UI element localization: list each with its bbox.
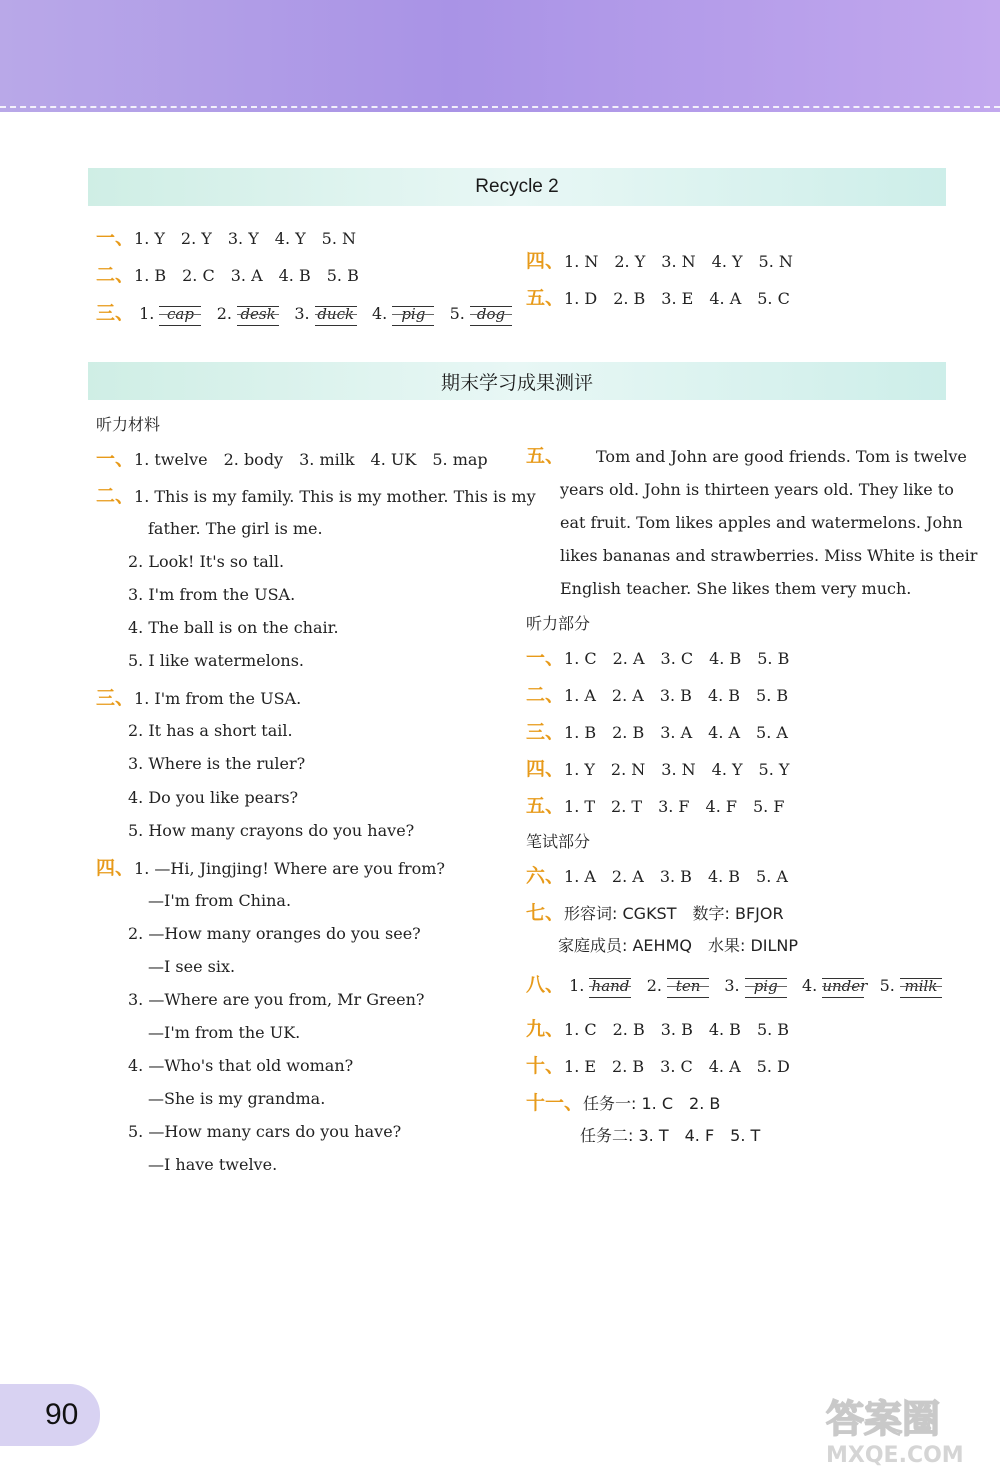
- handwriting-answer: under: [822, 975, 864, 998]
- script-line: —She is my grandma.: [148, 1089, 326, 1108]
- script-line: 4. The ball is on the chair.: [128, 618, 339, 637]
- question-marker: 三、: [96, 302, 135, 324]
- script-line: 3. Where is the ruler?: [128, 754, 306, 773]
- banner-dashed-line: [0, 106, 1000, 108]
- subheading-written-part: 笔试部分: [526, 832, 591, 851]
- script-line: 5. —How many cars do you have?: [128, 1122, 402, 1141]
- handwriting-row: 三、 1. cap 2. desk 3. duck 4. pig 5. dog: [96, 302, 512, 326]
- question-marker: 一、: [96, 227, 135, 249]
- script-line: 2. —How many oranges do you see?: [128, 924, 421, 943]
- answer-row: 九、1. C 2. B 3. B 4. B 5. B: [526, 1018, 790, 1040]
- question-marker-row: [526, 445, 564, 468]
- script-line: 5. I like watermelons.: [128, 651, 305, 670]
- script-line: —I see six.: [148, 957, 236, 976]
- handwriting-row: 八、 1. hand 2. ten 3. pig 4. under 5. milk: [526, 974, 942, 998]
- answer-row: 四、1. Y 2. N 3. N 4. Y 5. Y: [526, 758, 790, 780]
- answer-row: 一、1. C 2. A 3. C 4. B 5. B: [526, 647, 790, 669]
- question-marker: 二、: [96, 485, 135, 507]
- section-title: Recycle 2: [475, 176, 559, 197]
- answer-row: 六、1. A 2. A 3. B 4. B 5. A: [526, 865, 788, 887]
- script-line: 2. Look! It's so tall.: [128, 552, 285, 571]
- answer-row: 任务二: 3. T 4. F 5. T: [580, 1126, 761, 1145]
- handwriting-answer: milk: [900, 975, 942, 998]
- answer-row: 一、1. twelve 2. body 3. milk 4. UK 5. map: [96, 448, 488, 470]
- question-marker: 四、: [526, 250, 565, 272]
- answer-row: 五、1. D 2. B 3. E 4. A 5. C: [526, 287, 790, 309]
- question-marker: 九、: [526, 1018, 565, 1040]
- listening-passage: Tom and John are good friends. Tom is twelve years old. John is thirteen years old. They like to eat fruit. Tom likes apples and watermelons. John likes bananas and strawberries. Miss White is their English teacher. She likes them very much.: [560, 447, 978, 598]
- section-header-final: [88, 362, 946, 400]
- page-number: 90: [45, 1398, 79, 1431]
- handwriting-answer: ten: [667, 975, 709, 998]
- question-marker: 六、: [526, 865, 565, 887]
- handwriting-answer: cap: [159, 303, 201, 326]
- answer-row: 一、1. Y 2. Y 3. Y 4. Y 5. N: [96, 227, 357, 249]
- script-line: —I'm from China.: [148, 891, 292, 910]
- question-marker: 三、: [526, 721, 565, 743]
- section-header-recycle: [88, 168, 946, 206]
- script-line: father. The girl is me.: [148, 519, 323, 538]
- script-line: 4. —Who's that old woman?: [128, 1056, 354, 1075]
- handwriting-answer: pig: [392, 303, 434, 326]
- subheading-listening-material: 听力材料: [96, 415, 161, 434]
- script-line: 4. Do you like pears?: [128, 788, 299, 807]
- question-marker: 五、: [526, 287, 565, 309]
- answer-row: 四、1. N 2. Y 3. N 4. Y 5. N: [526, 250, 793, 272]
- answer-row: 二、1. B 2. C 3. A 4. B 5. B: [96, 264, 359, 286]
- question-marker: 十一、: [526, 1092, 584, 1114]
- question-marker: 五、: [526, 795, 565, 817]
- section-title: 期末学习成果测评: [440, 371, 593, 394]
- question-marker: 三、: [96, 687, 135, 709]
- answer-row: 十、1. E 2. B 3. C 4. A 5. D: [526, 1055, 790, 1077]
- handwriting-answer: desk: [237, 303, 279, 326]
- question-marker: 五、: [526, 445, 565, 467]
- handwriting-answer: dog: [470, 303, 512, 326]
- script-line: —I have twelve.: [148, 1155, 278, 1174]
- script-line: 四、1. —Hi, Jingjing! Where are you from?: [96, 857, 446, 879]
- script-line: 3. —Where are you from, Mr Green?: [128, 990, 425, 1009]
- watermark-logo: [820, 1388, 990, 1468]
- answer-row: 十一、任务一: 1. C 2. B: [526, 1092, 721, 1114]
- handwriting-answer: pig: [745, 975, 787, 998]
- subheading-listening-part: 听力部分: [526, 614, 591, 633]
- script-line: 二、1. This is my family. This is my mother. This is my: [96, 485, 536, 507]
- script-line: 2. It has a short tail.: [128, 721, 293, 740]
- question-marker: 十、: [526, 1055, 565, 1077]
- question-marker: 四、: [96, 857, 135, 879]
- script-line: 3. I'm from the USA.: [128, 585, 296, 604]
- script-line: —I'm from the UK.: [148, 1023, 301, 1042]
- answer-row: 三、1. B 2. B 3. A 4. A 5. A: [526, 721, 788, 743]
- answer-row: 五、1. T 2. T 3. F 4. F 5. F: [526, 795, 785, 817]
- script-line: 三、1. I'm from the USA.: [96, 687, 302, 709]
- answer-row: 七、形容词: CGKST 数字: BFJOR: [526, 902, 784, 924]
- question-marker: 一、: [96, 448, 135, 470]
- answer-row: 家庭成员: AEHMQ 水果: DILNP: [558, 936, 799, 955]
- watermark-brand: 答案圈: [826, 1397, 941, 1441]
- answer-row: 二、1. A 2. A 3. B 4. B 5. B: [526, 684, 789, 706]
- question-marker: 四、: [526, 758, 565, 780]
- handwriting-answer: duck: [315, 303, 357, 326]
- question-marker: 七、: [526, 902, 565, 924]
- question-marker: 二、: [526, 684, 565, 706]
- question-marker: 二、: [96, 264, 135, 286]
- watermark-url: MXQE.COM: [826, 1443, 964, 1468]
- question-marker: 一、: [526, 647, 565, 669]
- top-banner: [0, 0, 1000, 112]
- question-marker: 八、: [526, 974, 565, 996]
- script-line: 5. How many crayons do you have?: [128, 821, 415, 840]
- handwriting-answer: hand: [589, 975, 631, 998]
